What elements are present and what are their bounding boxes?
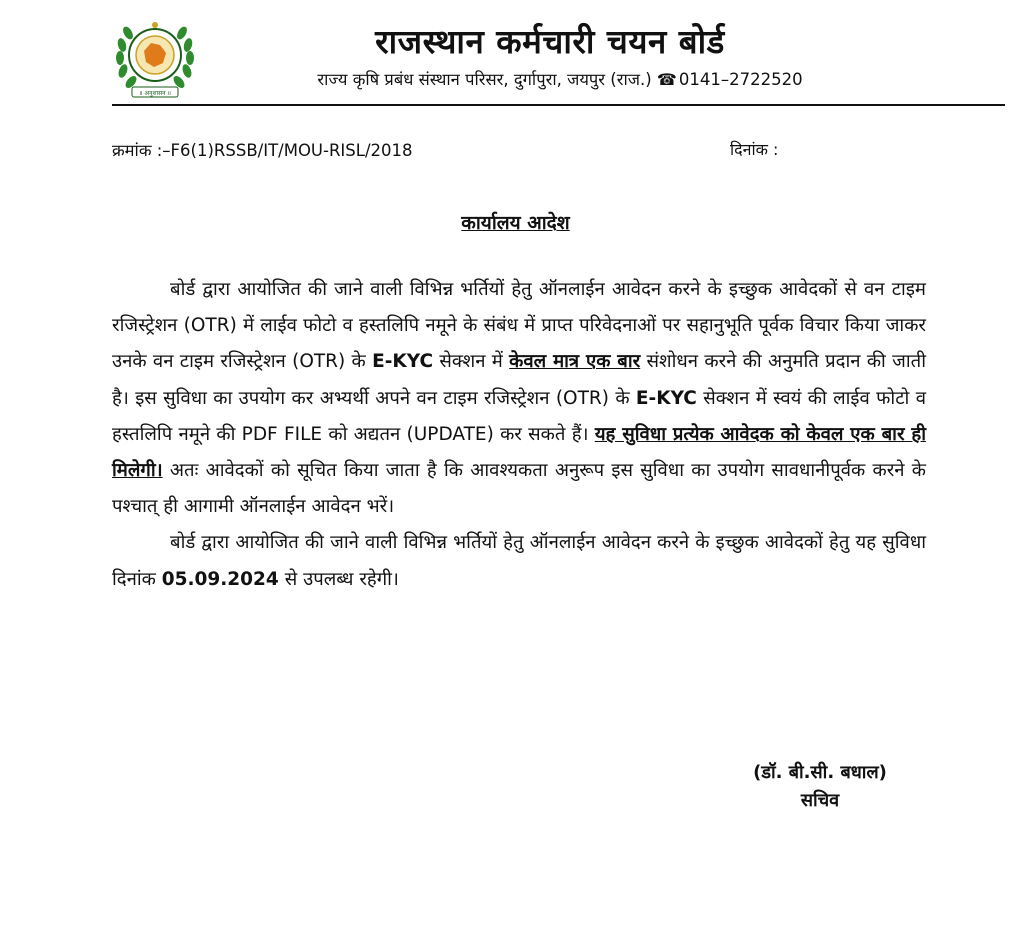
order-body — [112, 272, 926, 598]
signatory-designation: सचिव — [800, 790, 840, 811]
paragraph-1 — [112, 272, 926, 525]
reference-number: F6(1)RSSB/IT/MOU-RISL/2018 — [170, 141, 413, 160]
organization-address — [260, 67, 860, 90]
p1-only-once: केवल मात्र एक बार — [509, 351, 641, 373]
signatory-name: (डॉ. बी.सी. बधाल) — [753, 762, 887, 783]
telephone-icon: ☎ — [656, 70, 677, 89]
phone-number: 0141–2722520 — [678, 70, 803, 89]
p1-text-3: संशोधन करने की अनुमति प्रदान की जाती है। इस सुविधा का उपयोग कर अभ्यर्थी अपने वन टाइम रजिस्ट्रेशन (OTR) के — [112, 351, 926, 409]
p2-text-2: से उपलब्ध रहेगी। — [278, 568, 399, 590]
organization-title: राजस्थान कर्मचारी चयन बोर्ड — [375, 22, 725, 61]
p1-text-2: सेक्शन में — [433, 351, 510, 373]
reference-line — [112, 138, 413, 161]
date-label: दिनांक : — [730, 140, 779, 159]
p2-date: 05.09.2024 — [161, 568, 279, 590]
svg-text:॥ अनुशासन ॥: ॥ अनुशासन ॥ — [139, 90, 171, 97]
address-text: राज्य कृषि प्रबंध संस्थान परिसर, दुर्गापुरा, जयपुर (राज.) — [317, 70, 652, 89]
reference-label: क्रमांक :– — [112, 141, 171, 160]
p2-text-1: बोर्ड द्वारा आयोजित की जाने वाली विभिन्न भर्तियों हेतु ऑनलाईन आवेदन करने के इच्छुक आवेदकों हेतु यह सुविधा दिनांक — [112, 532, 926, 590]
p1-text-5: अतः आवेदकों को सूचित किया जाता है कि आवश्यकता अनुरूप इस सुविधा का उपयोग सावधानीपूर्वक करने के पश्चात् ही आगामी ऑनलाईन आवेदन भरें। — [112, 460, 926, 518]
p1-text-4: सेक्शन में स्वयं की लाईव फोटो व हस्तलिपि नमूने की PDF FILE को अद्यतन (UPDATE) कर सकते हैं। — [112, 387, 926, 445]
paragraph-2 — [112, 525, 926, 597]
order-title: कार्यालय आदेश — [461, 212, 570, 234]
p1-ekyc-1: E-KYC — [372, 351, 434, 373]
rssb-emblem-logo — [114, 15, 196, 101]
p1-text-1: बोर्ड द्वारा आयोजित की जाने वाली विभिन्न भर्तियों हेतु ऑनलाईन आवेदन करने के इच्छुक आवेदकों से वन टाइम रजिस्ट्रेशन (OTR) में लाईव फोटो व हस्तलिपि नमूने के संबंध में प्राप्त परिवेदनाओं पर सहानुभूति पूर्वक विचार किया जाकर उनके वन टाइम रजिस्ट्रेशन (OTR) के — [112, 279, 926, 373]
p1-ekyc-2: E-KYC — [635, 387, 697, 409]
p1-once-each: यह सुविधा प्रत्येक आवेदक को केवल एक बार ही मिलेगी। — [112, 423, 926, 482]
header-divider — [112, 104, 1005, 106]
